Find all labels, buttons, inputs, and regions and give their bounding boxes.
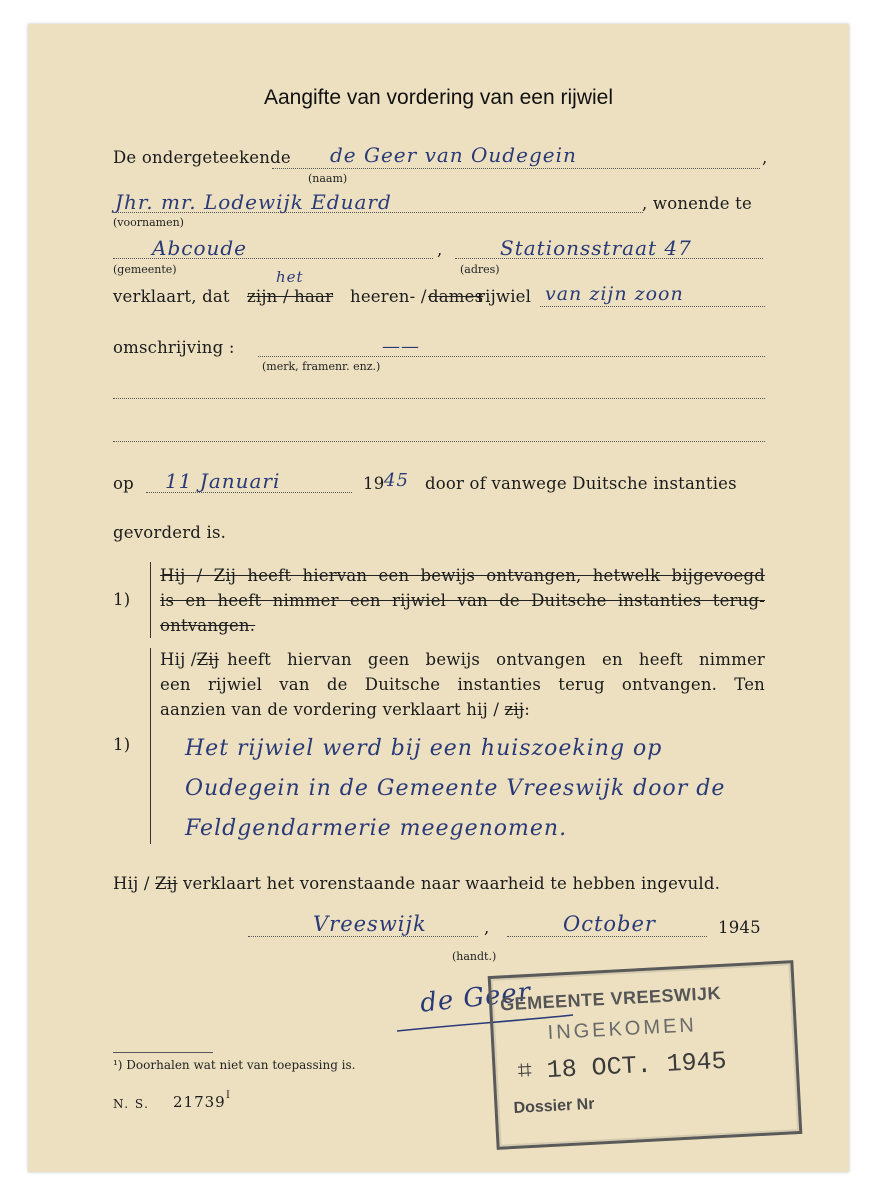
declaration-line: Hij / Zij verklaart het vorenstaande naar waarheid te hebben ingevuld. [113, 874, 721, 893]
comma-gemeente: , [437, 240, 443, 259]
ns-label: N. S. [113, 1097, 150, 1111]
caption-handt: (handt.) [452, 950, 497, 963]
comma-place: , [484, 918, 490, 937]
month-dotted-line [507, 936, 707, 937]
option1-line3: ontvangen. [160, 616, 256, 635]
caption-adres: (adres) [460, 263, 500, 276]
option1-line1: Hij / Zij heeft hiervan een bewijs ontvangen, hetwelk bijgevoegd [160, 566, 765, 585]
label-ondergeteekende: De ondergeteekende [113, 148, 291, 167]
owner-handwritten: van zijn zoon [545, 283, 684, 305]
owner-dotted-line [540, 306, 765, 307]
stamp-ingekomen: INGEKOMEN [547, 1014, 698, 1045]
caption-gemeente: (gemeente) [113, 263, 177, 276]
brace-option-2 [150, 648, 151, 844]
voornamen-dotted-line [113, 212, 643, 213]
place-dotted-line [248, 936, 478, 937]
month-handwritten: October [563, 912, 656, 936]
signature-handwritten: de Geer [418, 977, 533, 1019]
option2-line1: Hij / Zij heeft hiervan geen bewijs ontvangen en heeft nimmer [160, 650, 765, 669]
adres-dotted-line [455, 258, 763, 259]
name-handwritten: de Geer van Oudegein [330, 143, 577, 167]
struck-zijn-haar: zijn / haar [247, 287, 334, 306]
footnote-text: ¹) Doorhalen wat niet van toepassing is. [113, 1058, 356, 1072]
inserted-het: het [276, 268, 304, 286]
footnote-marker-1: 1) [113, 590, 131, 609]
option2-line2: een rijwiel van de Duitsche instanties terug ontvangen. Ten [160, 675, 765, 694]
voornamen-handwritten: Jhr. mr. Lodewijk Eduard [115, 190, 392, 214]
year-printed: 19 [363, 474, 385, 493]
reason-handwritten-line2: Oudegein in de Gemeente Vreeswijk door de [185, 776, 726, 801]
stamp-dossier: Dossier Nr [513, 1095, 595, 1117]
stamp-hash-icon: ⌗ [516, 1056, 548, 1087]
label-op: op [113, 474, 134, 493]
label-verklaart-dat: verklaart, dat [113, 287, 230, 306]
reason-handwritten-line1: Het rijwiel werd bij een huiszoeking op [185, 736, 663, 761]
received-stamp [488, 960, 803, 1150]
footnote-marker-2: 1) [113, 735, 131, 754]
struck-dames: dames [428, 287, 484, 306]
name-dotted-line [272, 168, 760, 169]
gemeente-handwritten: Abcoude [152, 236, 248, 260]
empty-dotted-line-1 [113, 398, 765, 399]
caption-merk: (merk, framenr. enz.) [262, 360, 381, 373]
reason-handwritten-line3: Feldgendarmerie meegenomen. [185, 816, 568, 841]
option2-line3: aanzien van de vordering verklaart hij / zij: [160, 700, 530, 719]
omschrijving-dotted-line [258, 356, 765, 357]
year-1945: 1945 [718, 918, 761, 937]
caption-voornamen: (voornamen) [113, 216, 184, 229]
date-handwritten: 11 Januari [165, 469, 281, 493]
omschrijving-dash: —— [382, 336, 420, 357]
stamp-date: ⌗ 18 OCT. 1945 [516, 1046, 728, 1087]
adres-handwritten: Stationsstraat 47 [500, 236, 692, 260]
label-rijwiel: rijwiel [477, 287, 532, 306]
gemeente-dotted-line [113, 258, 433, 259]
ns-number: 21739 [173, 1093, 226, 1111]
caption-naam: (naam) [308, 172, 348, 185]
year-handwritten: 45 [384, 470, 409, 491]
empty-dotted-line-2 [113, 441, 765, 442]
ns-superscript: I [226, 1090, 230, 1101]
wonende-te: , wonende te [642, 194, 752, 213]
brace-option-1 [150, 562, 151, 638]
stamp-municipality: GEMEENTE VREESWIJK [499, 982, 722, 1015]
footnote-rule [113, 1052, 213, 1053]
page-title: Aangifte van vordering van een rijwiel [263, 86, 614, 109]
label-door-duitsche-instanties: door of vanwege Duitsche instanties [425, 474, 737, 493]
place-handwritten: Vreeswijk [313, 912, 427, 936]
option1-line2: is en heeft nimmer een rijwiel van de Duitsche instanties terug- [160, 591, 765, 610]
label-heeren: heeren- / [350, 287, 427, 306]
date-dotted-line [146, 492, 352, 493]
label-omschrijving: omschrijving : [113, 338, 235, 357]
label-gevorderd-is: gevorderd is. [113, 523, 227, 542]
comma: , [762, 148, 768, 167]
